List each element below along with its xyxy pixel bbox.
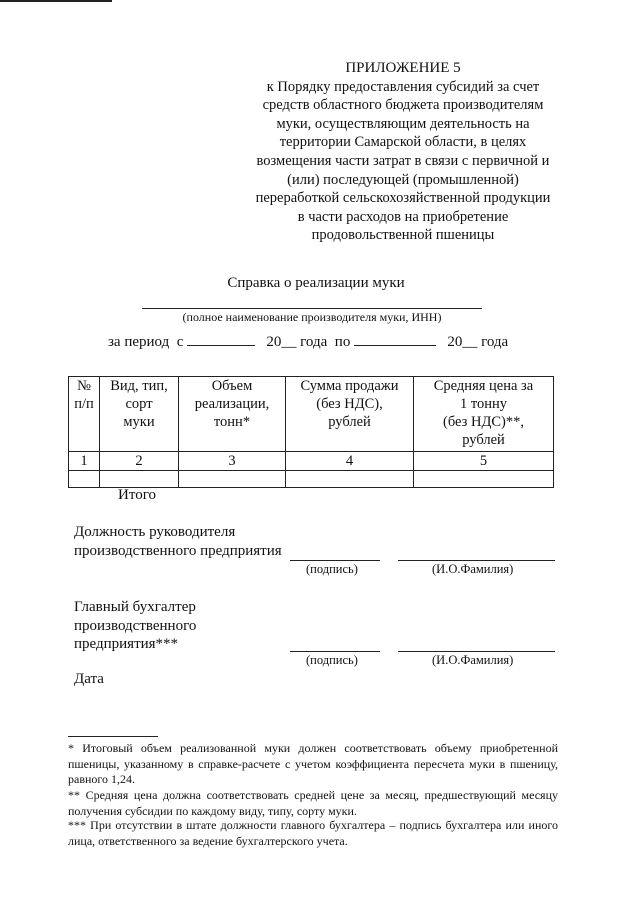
number-cell: 5 [414, 452, 554, 471]
number-cell: 1 [69, 452, 100, 471]
top-edge-line [0, 0, 112, 2]
header-line: (или) последующей (промышленной) [287, 171, 519, 188]
header-cell-avg-price: Средняя цена за 1 тонну (без НДС)**, рублей [414, 377, 554, 452]
period-suffix: 20__ года [447, 334, 509, 350]
head-position-label: Должность руководителя производственного предприятия [74, 524, 282, 559]
footnote-2: ** Средняя цена должна соответствовать средней цене за месяц, предшествующий месяцу получения субсидии по каждому виду, типу, сорту муки. [68, 788, 558, 818]
table-number-row [69, 452, 554, 471]
number-cell: 2 [100, 452, 179, 471]
sales-table [68, 376, 554, 488]
empty-cell [179, 471, 286, 488]
header-cell-sum: Сумма продажи (без НДС), рублей [286, 377, 414, 452]
head-name-line [398, 560, 555, 561]
number-cell: 4 [286, 452, 414, 471]
header-cell-type: Вид, тип, сорт муки [100, 377, 179, 452]
header-cell-number: № п/п [69, 377, 100, 452]
total-label: Итого [118, 487, 156, 503]
producer-name-line [142, 308, 482, 309]
header-line: территории Самарской области, в целях [279, 134, 527, 151]
header-line: переработкой сельскохозяйственной продукции [255, 190, 551, 207]
date-label: Дата [74, 671, 104, 687]
form-title: Справка о реализации муки [227, 275, 405, 291]
footnote-separator [68, 736, 158, 737]
header-line: к Порядку предоставления субсидий за счет [266, 78, 540, 95]
accountant-signature-caption: (подпись) [306, 653, 358, 667]
header-line: продовольственной пшеницы [311, 227, 495, 244]
appendix-title: ПРИЛОЖЕНИЕ 5 [345, 60, 461, 76]
period-prefix: за период с [108, 334, 184, 350]
accountant-name-line [398, 651, 555, 652]
header-cell-volume: Объем реализации, тонн* [179, 377, 286, 452]
empty-cell [100, 471, 179, 488]
head-signature-caption: (подпись) [306, 562, 358, 576]
number-cell: 3 [179, 452, 286, 471]
table-header-row [69, 377, 554, 452]
period-line [108, 333, 508, 351]
table-empty-row [69, 471, 554, 488]
appendix-header [238, 59, 568, 245]
accountant-label: Главный бухгалтер производственного предприятия*** [74, 599, 197, 653]
footnote-1: * Итоговый объем реализованной муки должен соответствовать объему приобретенной пшеницы, указанному в справке-расчете с учетом коэффициента пересчета муки в пшеницу, равного 1,24. [68, 741, 558, 786]
header-line: в части расходов на приобретение [297, 208, 509, 225]
producer-caption: (полное наименование производителя муки, ИНН) [182, 310, 442, 324]
accountant-name-caption: (И.О.Фамилия) [432, 653, 514, 667]
header-line: муки, осуществляющим деятельность на [276, 115, 530, 132]
period-mid: 20__ года по [266, 334, 351, 350]
accountant-signature-line [290, 651, 380, 652]
header-line: возмещения части затрат в связи с первичной и [256, 152, 550, 169]
head-signature-line [290, 560, 380, 561]
header-line: средств областного бюджета производителям [262, 97, 544, 114]
empty-cell [286, 471, 414, 488]
footnote-3: *** При отсутствии в штате должности главного бухгалтера – подпись бухгалтера или иного лица, ответственного за ведение бухгалтерского учета. [68, 818, 558, 848]
period-from-blank [187, 333, 255, 346]
empty-cell [69, 471, 100, 488]
period-to-blank [354, 333, 436, 346]
head-name-caption: (И.О.Фамилия) [432, 562, 514, 576]
empty-cell [414, 471, 554, 488]
